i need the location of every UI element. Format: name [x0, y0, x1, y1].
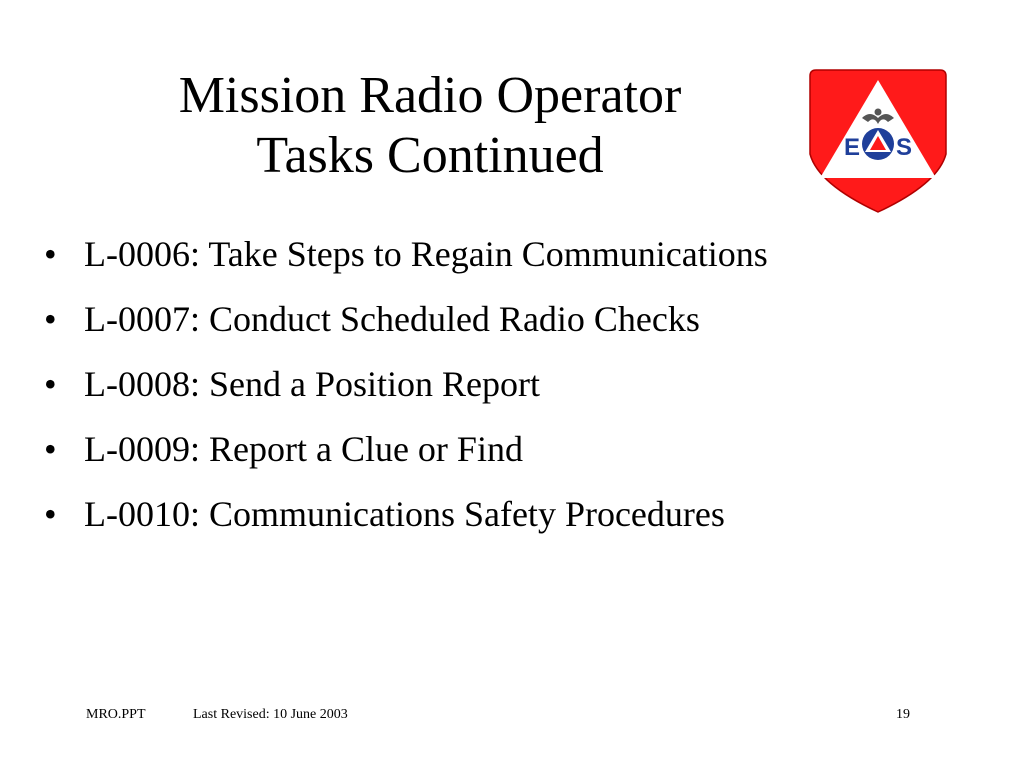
- bullet-dot: •: [44, 299, 57, 339]
- bullet-text: L-0009: Report a Clue or Find: [84, 429, 523, 469]
- bullet-dot: •: [44, 494, 57, 534]
- bullet-list: [44, 232, 1004, 557]
- bullet-text: L-0007: Conduct Scheduled Radio Checks: [84, 299, 700, 339]
- bullet-item: [44, 492, 1004, 536]
- slide-title-line-2: Tasks Continued: [256, 127, 604, 184]
- bullet-text: L-0006: Take Steps to Regain Communications: [84, 234, 768, 274]
- bullet-item: [44, 297, 1004, 341]
- bullet-dot: •: [44, 364, 57, 404]
- bullet-text: L-0010: Communications Safety Procedures: [84, 494, 725, 534]
- bullet-text: L-0008: Send a Position Report: [84, 364, 540, 404]
- bullet-item: [44, 427, 1004, 471]
- logo-letter-e: E: [843, 134, 861, 161]
- bullet-item: [44, 362, 1004, 406]
- bullet-dot: •: [44, 429, 57, 469]
- bullet-item: [44, 232, 1004, 276]
- footer-page-number: 19: [896, 707, 910, 722]
- bullet-dot: •: [44, 234, 57, 274]
- emergency-services-shield-icon: [808, 66, 948, 214]
- footer-filename: MRO.PPT: [86, 707, 146, 722]
- logo-letter-s: S: [895, 134, 913, 161]
- footer-last-revised: Last Revised: 10 June 2003: [193, 707, 348, 722]
- slide-title-line-1: Mission Radio Operator: [178, 67, 682, 124]
- slide-title: [60, 66, 800, 186]
